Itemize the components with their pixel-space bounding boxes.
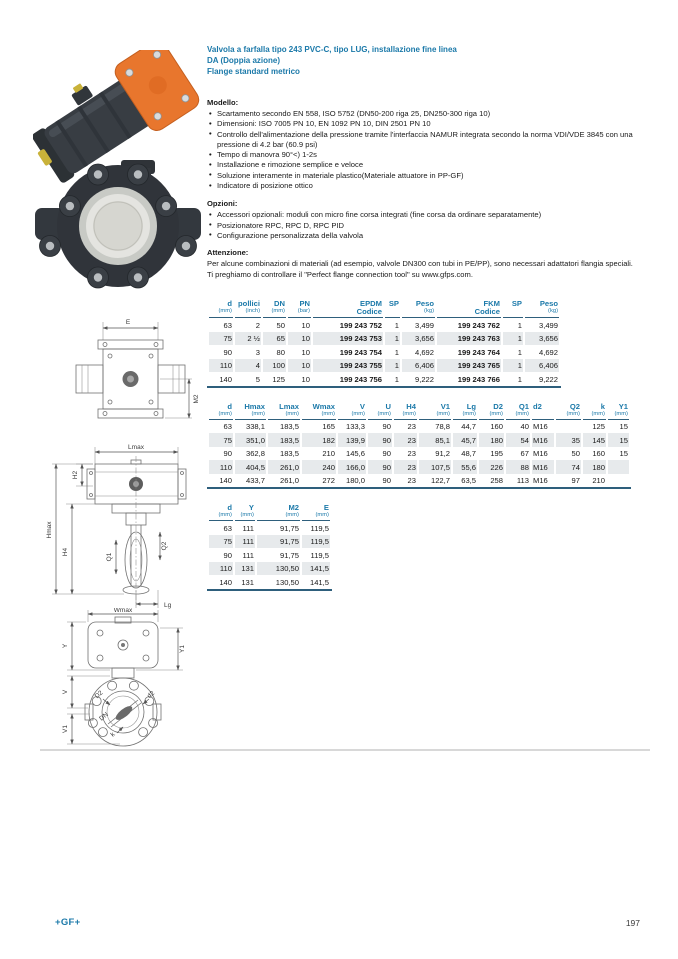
table-cell: 130,50 — [275, 577, 299, 587]
table-row — [209, 521, 330, 535]
page-title-line-2: DA (Doppia azione) — [207, 56, 281, 65]
table-cell: 110 — [209, 460, 233, 474]
drawing-top-view — [58, 314, 203, 440]
table-cell: 55,6 — [453, 460, 477, 474]
bullet-item: • Indicatore di posizione ottico — [209, 181, 645, 191]
dim-label-q1: Q1 — [106, 552, 113, 562]
table-cell: 90 — [368, 460, 392, 474]
table-header-cell: M2 (mm) — [257, 502, 300, 521]
table-cell: 6,406 — [402, 359, 435, 373]
table-header-cell: EPDM Codice — [313, 298, 383, 319]
table-header-cell: V1 (mm) — [419, 401, 451, 420]
table-row — [209, 575, 330, 589]
table-cell: 125 — [592, 422, 605, 432]
table-cell: 119,5 — [302, 535, 330, 549]
table-cell: 90 — [382, 422, 391, 432]
table-cell: 78,8 — [435, 422, 450, 432]
table-cell: 139,9 — [338, 433, 366, 447]
table-cell: 261,0 — [279, 476, 299, 486]
table-cell: 145,6 — [345, 449, 365, 459]
table-cell: M16 — [533, 476, 548, 486]
table-header-cell: Q1 (mm) — [506, 401, 530, 420]
table-row — [209, 562, 330, 576]
table-cell: 362,8 — [245, 449, 265, 459]
page-number: 197 — [625, 918, 640, 928]
dim-label-d2-bolt: d2 — [146, 689, 157, 700]
dim-label-hmax: Hmax — [46, 521, 53, 539]
table-cell: 160 — [592, 449, 605, 459]
table-cell: 2 — [255, 320, 260, 330]
table-cell: 183,5 — [279, 422, 299, 432]
table-cell: 111 — [242, 550, 254, 560]
table-cell: 10 — [301, 374, 310, 384]
table-cell: 90 — [368, 433, 392, 447]
table-header-cell: Peso (kg) — [402, 298, 435, 319]
table-row — [209, 548, 330, 562]
table-cell: 85,1 — [419, 433, 451, 447]
content-column — [207, 44, 645, 591]
table-cell: 261,0 — [268, 460, 300, 474]
table-cell: 1 — [394, 347, 399, 357]
table-cell: 226 — [479, 460, 504, 474]
table-cell: 90 — [382, 449, 391, 459]
table-header-cell: Q2 (mm) — [556, 401, 581, 420]
table-header-cell: Lg (mm) — [453, 401, 477, 420]
bullet-item: • Tempo di manovra 90°<) 1-2s — [209, 150, 645, 160]
table-cell: 15 — [619, 449, 628, 459]
table-cell: 199 243 763 — [437, 332, 501, 346]
table-header-cell: FKM Codice — [437, 298, 501, 319]
table-cell: 183,5 — [268, 433, 300, 447]
table-cell: 140 — [219, 476, 232, 486]
table-cell: 111 — [235, 535, 255, 549]
table-cell: 90 — [382, 476, 391, 486]
table-cell: 131 — [235, 562, 255, 576]
table-cell: 1 — [385, 359, 400, 373]
table-cell: 90 — [223, 347, 232, 357]
table-cell: 90 — [223, 550, 232, 560]
table-cell: 140 — [219, 577, 232, 587]
table-header-cell: Y (mm) — [235, 502, 255, 521]
dim-label-e: E — [125, 319, 131, 326]
table-cell: 351,0 — [235, 433, 266, 447]
table-cell: 180,0 — [345, 476, 365, 486]
bullet-item: • Controllo dell'alimentazione della pressione tramite l'interfaccia NAMUR integrata secondo la norma VDI/VDE 3845 con una pressione di 4.2 bar (60.9 psi) — [209, 130, 645, 151]
table-cell: 180 — [479, 433, 504, 447]
table-cell: 15 — [608, 433, 629, 447]
section-heading-attenzione: Attenzione: — [207, 248, 249, 258]
table-cell: 141,5 — [309, 577, 329, 587]
dim-label-lg: Lg — [164, 602, 172, 609]
table-cell: 75 — [209, 433, 233, 447]
table-cell: 80 — [276, 347, 285, 357]
table-cell: 44,7 — [461, 422, 476, 432]
table-cell: 40 — [520, 422, 529, 432]
table-cell: 10 — [288, 332, 311, 346]
table-cell: 199 243 762 — [457, 320, 500, 330]
dimensions-table — [207, 401, 631, 490]
dim-label-d2-outer: D2 — [93, 689, 105, 701]
drawing-front-view — [28, 608, 210, 750]
gf-logo: +GF+ — [55, 917, 81, 928]
table-cell: 182 — [302, 433, 336, 447]
table-cell: 199 243 765 — [437, 359, 501, 373]
table-cell: 3,499 — [538, 320, 558, 330]
table-header-cell: DN (mm) — [263, 298, 286, 319]
dim-label-wmax: Wmax — [113, 608, 133, 614]
table-cell: 1 — [394, 320, 399, 330]
table-cell: 258 — [490, 476, 503, 486]
table-cell: 4,692 — [414, 347, 434, 357]
page-title-line-1: Valvola a farfalla tipo 243 PVC-C, tipo LUG, installazione fine linea — [207, 45, 457, 54]
section-heading-opzioni: Opzioni: — [207, 199, 238, 209]
table-cell: 54 — [506, 433, 530, 447]
table-cell: 63,5 — [461, 476, 476, 486]
page-title-line-3: Flange standard metrico — [207, 67, 300, 76]
table-row — [209, 345, 559, 359]
table-cell: 9,222 — [538, 374, 558, 384]
table-cell: 199 243 756 — [339, 374, 382, 384]
table-header-row — [209, 298, 559, 319]
table-row — [209, 372, 559, 386]
attenzione-paragraph: Per alcune combinazioni di materiali (ad esempio, valvole DN300 con tubi in PE/PP), sono necessari adattatori flangia speciali. Ti preghiamo di controllare il "Perfect flange connection tool" su www.gfps.com. — [207, 259, 633, 279]
dim-label-m2: M2 — [193, 394, 200, 404]
table-cell: 4,692 — [538, 347, 558, 357]
table-row — [209, 318, 559, 332]
table-header-cell: D2 (mm) — [479, 401, 504, 420]
table-cell: 110 — [209, 562, 233, 576]
table-cell — [556, 420, 581, 434]
dim-label-q2: Q2 — [161, 541, 168, 551]
table-cell: 35 — [556, 433, 581, 447]
table-cell: 10 — [301, 347, 310, 357]
table-cell — [608, 474, 629, 488]
table-row — [209, 460, 629, 474]
table-cell: 145 — [583, 433, 606, 447]
table-header-cell: U (mm) — [368, 401, 392, 420]
bullet-item: • Accessori opzionali: moduli con micro fine corsa integrati (fine corsa da ordinare separatamente) — [209, 210, 645, 220]
table-cell: 183,5 — [279, 449, 299, 459]
table-cell: 199 243 766 — [457, 374, 500, 384]
table-header-cell: Lmax (mm) — [268, 401, 300, 420]
table-cell: 1 — [394, 374, 399, 384]
bullet-item: • Dimensioni: ISO 7005 PN 10, EN 1092 PN 10, DIN 2501 PN 10 — [209, 119, 645, 129]
table-row — [209, 535, 330, 549]
bullet-item: • Installazione e rimozione semplice e veloce — [209, 160, 645, 170]
table-cell: 125 — [272, 374, 285, 384]
table-cell: 119,5 — [310, 550, 329, 560]
table-cell: 210 — [322, 449, 335, 459]
table-header-cell: E (mm) — [302, 502, 330, 521]
table-cell: 199 243 754 — [339, 347, 382, 357]
table-header-cell: SP — [503, 298, 523, 319]
dim-label-h4: H4 — [62, 547, 69, 557]
table-cell: 130,50 — [257, 562, 300, 576]
table-row — [209, 332, 559, 346]
table-cell: 5 — [255, 374, 260, 384]
table-cell: 91,2 — [435, 449, 450, 459]
table-cell: 23 — [407, 476, 416, 486]
table-cell: 45,7 — [453, 433, 477, 447]
table-row — [209, 474, 629, 488]
table-header-cell: H4 (mm) — [394, 401, 417, 420]
table-header-row — [209, 502, 330, 521]
table-cell: 1 — [503, 332, 523, 346]
table-cell: 338,1 — [245, 422, 265, 432]
table-cell: 6,406 — [525, 359, 559, 373]
table-cell: 113 — [516, 476, 529, 486]
table-cell: 75 — [209, 535, 233, 549]
table-cell: 1 — [385, 332, 400, 346]
section-divider — [40, 749, 650, 751]
table-cell: 2 ½ — [235, 332, 261, 346]
table-cell: 15 — [619, 422, 628, 432]
table-cell: M16 — [533, 449, 548, 459]
table-cell: 50 — [276, 320, 285, 330]
table-cell: 9,222 — [414, 374, 434, 384]
table-row — [209, 433, 629, 447]
table-cell: 1 — [517, 347, 522, 357]
table-header-row — [209, 401, 629, 420]
table-cell: 272 — [322, 476, 335, 486]
table-row — [209, 359, 559, 373]
table-header-cell: d (mm) — [209, 502, 233, 521]
bullet-item: • Posizionatore RPC, RPC D, RPC PID — [209, 221, 645, 231]
table-cell: 23 — [394, 433, 417, 447]
table-cell: 3,656 — [402, 332, 435, 346]
table-cell: 199 243 764 — [457, 347, 500, 357]
table-cell: 23 — [394, 460, 417, 474]
table-row — [209, 420, 629, 434]
table-cell — [608, 460, 629, 474]
table-cell: 133,3 — [345, 422, 365, 432]
bullet-item: • Configurazione personalizzata della valvola — [209, 231, 645, 241]
table-header-cell: d (mm) — [209, 401, 233, 420]
dim-label-y1: Y1 — [179, 645, 186, 653]
product-photo-butterfly-valve — [33, 50, 205, 292]
table-cell: M16 — [533, 422, 548, 432]
table-cell: 195 — [490, 449, 503, 459]
dim-label-v: V — [62, 689, 69, 695]
table-header-cell: d (mm) — [209, 298, 233, 319]
table-cell: 63 — [223, 320, 232, 330]
dim-label-v1: V1 — [62, 725, 69, 733]
table-cell: 3,499 — [414, 320, 434, 330]
table-header-cell: SP — [385, 298, 400, 319]
table-cell: 122,7 — [430, 476, 450, 486]
table-cell: 165 — [322, 422, 335, 432]
table-cell: M16 — [532, 460, 554, 474]
opzioni-bullet-list — [207, 210, 645, 241]
table-cell: 404,5 — [235, 460, 266, 474]
table-header-cell: pollici (inch) — [235, 298, 261, 319]
table-cell: 199 243 755 — [313, 359, 383, 373]
section-heading-modello: Modello: — [207, 98, 239, 107]
table-cell: 131 — [241, 577, 254, 587]
table-cell: 48,7 — [461, 449, 476, 459]
table-cell: 3 — [255, 347, 260, 357]
table-cell: 65 — [263, 332, 286, 346]
actuator-dimensions-table — [207, 502, 332, 591]
table-cell: 180 — [583, 460, 606, 474]
table-header-cell: Peso (kg) — [525, 298, 559, 319]
table-cell: 91,75 — [279, 550, 299, 560]
table-cell: 166,0 — [338, 460, 366, 474]
table-header-cell: Wmax (mm) — [302, 401, 336, 420]
table-cell: 119,5 — [310, 523, 329, 533]
table-cell: 1 — [517, 374, 522, 384]
bullet-item: • Soluzione interamente in materiale plastico(Materiale attuatore in PP-GF) — [209, 171, 645, 181]
table-cell: 199 243 753 — [313, 332, 383, 346]
table-row — [209, 447, 629, 461]
table-cell: 160 — [490, 422, 503, 432]
table-cell: 63 — [223, 422, 232, 432]
table-cell: 111 — [242, 523, 254, 533]
table-cell: 90 — [223, 449, 232, 459]
table-cell: 97 — [571, 476, 580, 486]
table-cell: 110 — [209, 359, 233, 373]
table-cell: 3,656 — [525, 332, 559, 346]
table-cell: M16 — [532, 433, 554, 447]
dim-label-lmax: Lmax — [128, 444, 144, 451]
table-cell: 210 — [592, 476, 605, 486]
table-header-cell: Y1 (mm) — [608, 401, 629, 420]
table-cell: 74 — [556, 460, 581, 474]
table-cell: 141,5 — [302, 562, 330, 576]
table-cell: 50 — [571, 449, 580, 459]
table-cell: 67 — [520, 449, 529, 459]
table-cell: 107,5 — [419, 460, 451, 474]
table-cell: 23 — [407, 422, 416, 432]
drawing-side-view — [38, 440, 210, 620]
table-cell: 91,75 — [257, 535, 300, 549]
table-cell: 10 — [301, 320, 310, 330]
table-header-cell: Hmax (mm) — [235, 401, 266, 420]
table-header-cell: d2 — [532, 401, 554, 420]
table-cell: 75 — [209, 332, 233, 346]
table-cell: 199 243 752 — [339, 320, 382, 330]
table-header-cell: V (mm) — [338, 401, 366, 420]
table-cell: 1 — [517, 320, 522, 330]
table-cell: 100 — [263, 359, 286, 373]
table-cell: 1 — [503, 359, 523, 373]
dim-label-y: Y — [62, 643, 69, 649]
table-cell: 88 — [506, 460, 530, 474]
modello-bullet-list — [207, 109, 645, 191]
table-cell: 433,7 — [245, 476, 265, 486]
table-cell: 10 — [288, 359, 311, 373]
table-cell: 4 — [235, 359, 261, 373]
table-header-cell: PN (bar) — [288, 298, 311, 319]
ordering-table — [207, 298, 561, 388]
bullet-item: • Scartamento secondo EN 558, ISO 5752 (DN50-200 riga 25, DN250-300 riga 10) — [209, 109, 645, 119]
table-cell: 91,75 — [279, 523, 299, 533]
dim-label-k: k — [109, 731, 117, 739]
dim-label-h2: H2 — [72, 470, 79, 480]
table-cell: 140 — [219, 374, 232, 384]
dim-label-dn: DN — [98, 711, 110, 723]
table-cell: 23 — [407, 449, 416, 459]
table-cell: 63 — [223, 523, 232, 533]
table-cell: 240 — [302, 460, 336, 474]
table-header-cell: k (mm) — [583, 401, 606, 420]
